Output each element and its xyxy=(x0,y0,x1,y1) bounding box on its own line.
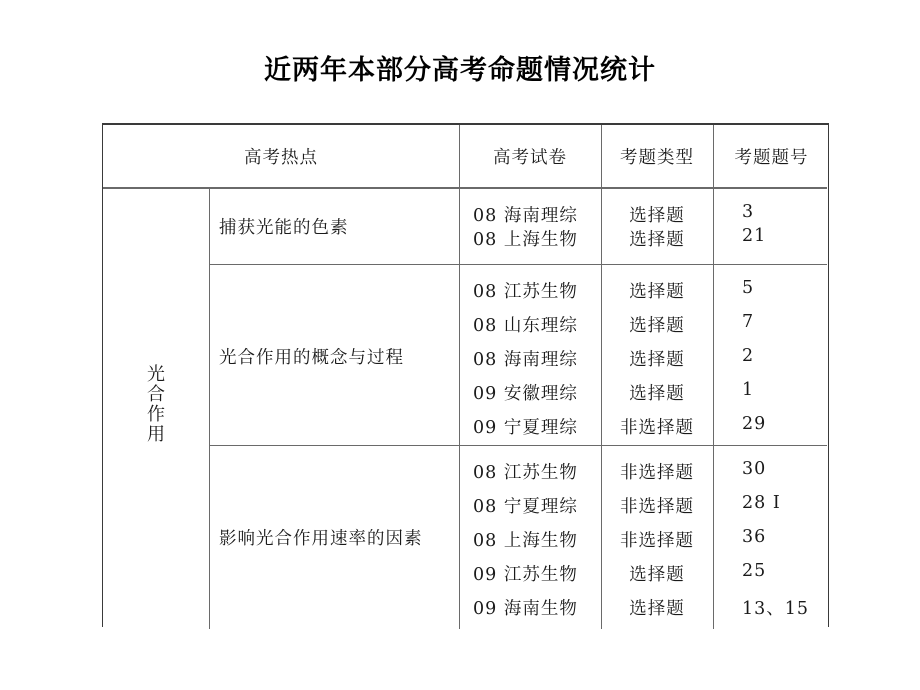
cell-number: 30 xyxy=(742,459,767,479)
cell-number: 29 xyxy=(742,414,767,434)
cell-paper: 09 海南生物 xyxy=(473,599,578,619)
cell-number: 28 Ⅰ xyxy=(742,493,781,513)
cell-number: 13、15 xyxy=(742,599,810,619)
cell-type: 非选择题 xyxy=(620,531,694,551)
topic-label: 光合作用的概念与过程 xyxy=(219,348,404,368)
page-title: 近两年本部分高考命题情况统计 xyxy=(264,55,656,86)
cell-paper: 08 海南理综 xyxy=(473,350,578,370)
category-char: 合 xyxy=(147,384,165,405)
header-paper: 高考试卷 xyxy=(493,148,567,168)
col-divider-category xyxy=(209,187,210,629)
topic-label: 影响光合作用速率的因素 xyxy=(219,529,423,549)
cell-type: 选择题 xyxy=(629,206,685,226)
cell-type: 选择题 xyxy=(629,316,685,336)
cell-number: 3 xyxy=(742,202,755,222)
header-type: 考题类型 xyxy=(620,148,694,168)
cell-type: 非选择题 xyxy=(620,497,694,517)
cell-paper: 08 宁夏理综 xyxy=(473,497,578,517)
cell-type: 选择题 xyxy=(629,230,685,250)
cell-type: 非选择题 xyxy=(620,463,694,483)
cell-type: 选择题 xyxy=(629,384,685,404)
cell-type: 选择题 xyxy=(629,350,685,370)
statistics-table xyxy=(102,123,829,627)
header-number: 考题题号 xyxy=(734,148,809,168)
cell-number: 36 xyxy=(742,527,767,547)
cell-paper: 08 江苏生物 xyxy=(473,463,578,483)
category-label xyxy=(144,365,168,445)
cell-type: 非选择题 xyxy=(620,418,694,438)
cell-paper: 09 江苏生物 xyxy=(473,565,578,585)
cell-paper: 08 山东理综 xyxy=(473,316,578,336)
col-divider-number xyxy=(713,125,714,629)
cell-paper: 09 安徽理综 xyxy=(473,384,578,404)
cell-type: 选择题 xyxy=(629,599,685,619)
cell-type: 选择题 xyxy=(629,565,685,585)
cell-number: 25 xyxy=(742,561,767,581)
col-divider-type xyxy=(601,125,602,629)
category-char: 作 xyxy=(147,404,165,425)
category-char: 光 xyxy=(147,364,165,385)
topic-label: 捕获光能的色素 xyxy=(219,218,349,238)
cell-paper: 08 江苏生物 xyxy=(473,282,578,302)
cell-number: 7 xyxy=(742,312,755,332)
header-divider xyxy=(103,187,827,189)
cell-paper: 08 上海生物 xyxy=(473,230,578,250)
group-divider-2 xyxy=(209,445,827,446)
cell-number: 1 xyxy=(742,380,755,400)
col-divider-paper xyxy=(459,125,460,629)
group-divider-1 xyxy=(209,264,827,265)
header-hot: 高考热点 xyxy=(244,148,318,168)
cell-paper: 08 上海生物 xyxy=(473,531,578,551)
category-char: 用 xyxy=(147,424,165,445)
cell-number: 5 xyxy=(742,278,755,298)
cell-number: 2 xyxy=(742,346,755,366)
cell-paper: 09 宁夏理综 xyxy=(473,418,578,438)
cell-paper: 08 海南理综 xyxy=(473,206,578,226)
cell-number: 21 xyxy=(742,226,767,246)
cell-type: 选择题 xyxy=(629,282,685,302)
